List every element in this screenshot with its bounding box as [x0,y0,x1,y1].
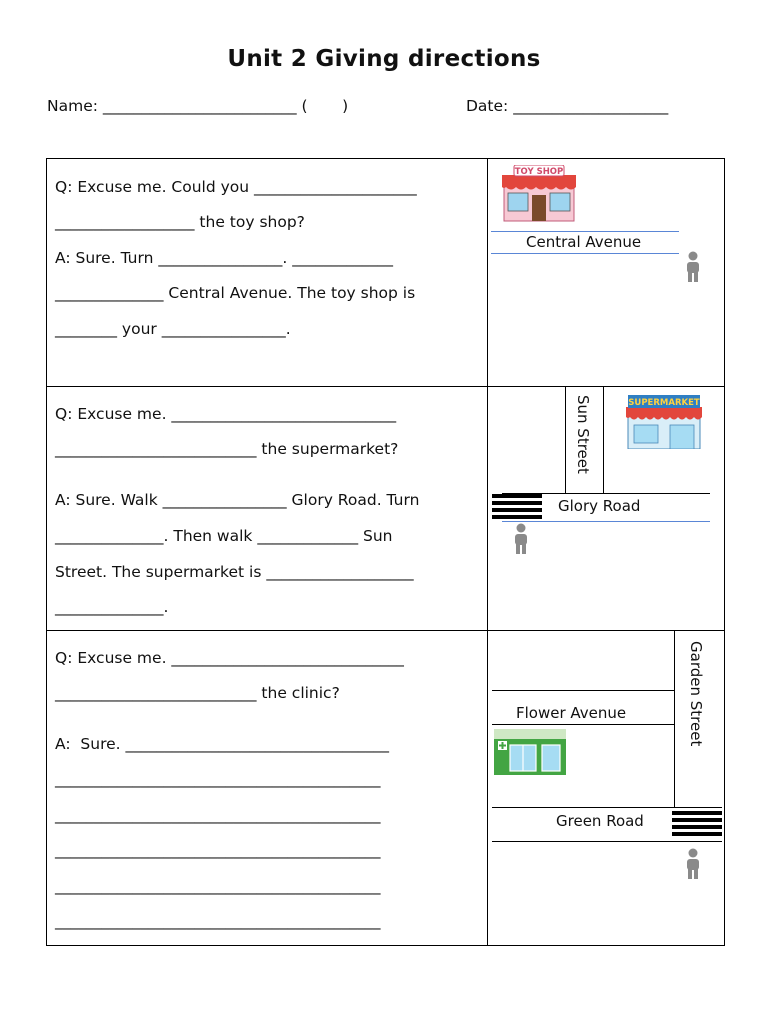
text-line: __________________ the toy shop? [55,213,305,231]
road-edge [492,690,674,691]
road-line [491,253,679,254]
clinic-icon [492,729,568,775]
text-line: A: Sure. Walk ________________ Glory Road. Turn [55,491,420,509]
toy-shop-icon [500,165,578,223]
text-line: __________________________________________ [55,806,381,824]
toy-shop-sign: TOY SHOP [514,167,564,177]
text-line: Q: Excuse me. Could you _____________________ [55,178,417,196]
road-line [491,231,679,232]
text-line: ________ your ________________. [55,320,291,338]
person-icon [512,523,530,555]
map-cell-1 [488,159,725,387]
street-sun-street: Sun Street [574,395,592,474]
section-supermarket [47,387,725,631]
section-clinic [47,631,725,946]
text-line: A: Sure. Turn ________________. _____________ [55,249,393,267]
text-line: Q: Excuse me. ______________________________ [55,649,404,667]
street-flower-avenue: Flower Avenue [516,704,627,722]
text-line: __________________________ the supermarket? [55,440,399,458]
date-field[interactable]: Date: ____________________ [466,97,669,115]
question-cell-1 [47,159,488,387]
map-cell-2 [488,387,725,631]
page-title: Unit 2 Giving directions [227,46,541,72]
supermarket-sign: SUPERMARKET [628,398,700,408]
person-icon [684,251,702,283]
supermarket-icon [624,395,704,449]
text-line: ______________. Then walk _____________ Sun [55,527,393,545]
text-line: __________________________________________ [55,841,381,859]
text-line: Street. The supermarket is ___________________ [55,563,414,581]
road-edge [492,724,674,725]
street-green-road: Green Road [556,812,644,830]
text-line: ______________ Central Avenue. The toy shop is [55,284,416,302]
text-line: __________________________ the clinic? [55,684,340,702]
road-edge [565,387,566,493]
text-line: __________________________________________ [55,912,381,930]
zebra-crossing-icon [672,811,722,839]
road-edge [674,631,675,807]
road-edge [492,841,722,842]
street-central-avenue: Central Avenue [526,233,642,251]
worksheet-table [46,158,725,946]
road-edge [603,387,604,493]
text-line: __________________________________________ [55,770,381,788]
text-line: Q: Excuse me. _____________________________ [55,405,397,423]
zebra-crossing-icon [492,494,542,522]
question-cell-2 [47,387,488,631]
question-cell-3 [47,631,488,946]
text-line: A: Sure. __________________________________ [55,735,389,753]
road-edge [492,807,722,808]
street-glory-road: Glory Road [558,497,641,515]
name-field[interactable]: Name: _________________________ ( ) [47,97,349,115]
street-garden-street: Garden Street [687,641,705,747]
text-line: ______________. [55,598,169,616]
text-line: __________________________________________ [55,877,381,895]
section-toy-shop [47,159,725,387]
map-cell-3 [488,631,725,946]
person-icon [684,848,702,880]
